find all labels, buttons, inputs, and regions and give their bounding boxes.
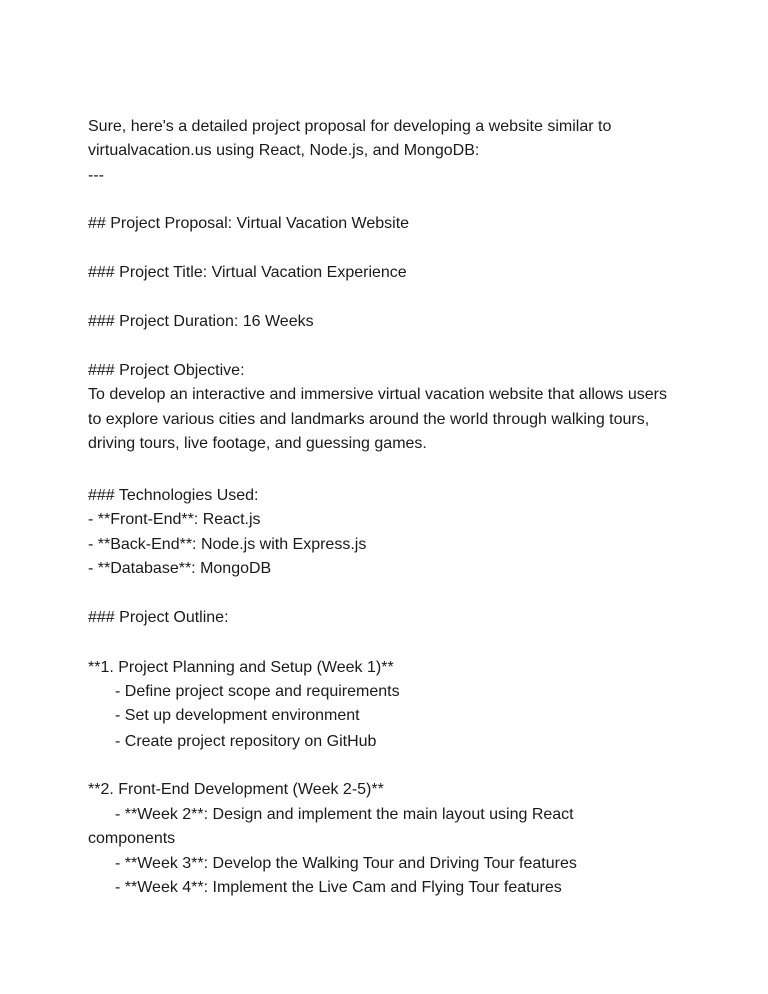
- heading-proposal: ## Project Proposal: Virtual Vacation Website: [88, 215, 410, 232]
- section-2-title: **2. Front-End Development (Week 2-5)**: [88, 781, 384, 798]
- outline-heading: ### Project Outline:: [88, 609, 229, 626]
- section-1-item: - Set up development environment: [115, 707, 360, 724]
- section-1-item: - Create project repository on GitHub: [115, 733, 377, 750]
- technology-item-database: - **Database**: MongoDB: [88, 560, 272, 577]
- objective-heading: ### Project Objective:: [88, 362, 245, 379]
- section-2-week-2: - **Week 2**: Design and implement the main layout using React: [115, 806, 574, 823]
- section-2-week-4: - **Week 4**: Implement the Live Cam and Flying Tour features: [115, 879, 562, 896]
- section-2-week-3: - **Week 3**: Develop the Walking Tour and Driving Tour features: [115, 855, 577, 872]
- section-1-item: - Define project scope and requirements: [115, 683, 400, 700]
- heading-project-title: ### Project Title: Virtual Vacation Experience: [88, 264, 407, 281]
- objective-line-3: driving tours, live footage, and guessing games.: [88, 435, 427, 452]
- intro-line-1: Sure, here's a detailed project proposal for developing a website similar to: [88, 118, 612, 135]
- document-page: [88, 0, 698, 994]
- heading-project-duration: ### Project Duration: 16 Weeks: [88, 313, 314, 330]
- objective-line-1: To develop an interactive and immersive virtual vacation website that allows users: [88, 386, 667, 403]
- technology-item-back-end: - **Back-End**: Node.js with Express.js: [88, 536, 367, 553]
- intro-line-2: virtualvacation.us using React, Node.js, and MongoDB:: [88, 142, 480, 159]
- section-1-title: **1. Project Planning and Setup (Week 1)**: [88, 659, 394, 676]
- technology-item-front-end: - **Front-End**: React.js: [88, 511, 261, 528]
- technologies-heading: ### Technologies Used:: [88, 487, 259, 504]
- objective-line-2: to explore various cities and landmarks around the world through walking tours,: [88, 411, 650, 428]
- separator: ---: [88, 167, 104, 184]
- section-2-week-2-continued: components: [88, 830, 176, 847]
